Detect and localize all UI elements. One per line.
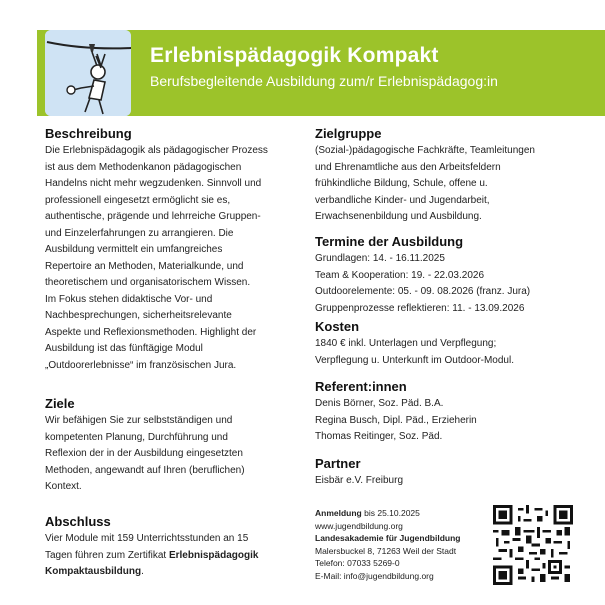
- registration-deadline: bis 25.10.2025: [361, 508, 420, 518]
- ziele-heading: Ziele: [45, 396, 75, 411]
- page-subtitle: Berufsbegleitende Ausbildung zum/r Erlebnispädagog:in: [150, 73, 498, 89]
- termine-text: [315, 251, 530, 317]
- zielgruppe-text: [315, 143, 535, 226]
- address: Malersbuckel 8, 71263 Weil der Stadt: [315, 545, 457, 556]
- organization-name: Landesakademie für Jugendbildung: [315, 533, 461, 543]
- registration-line: [315, 507, 490, 520]
- text-line: Denis Börner, Soz. Päd. B.A.: [315, 398, 444, 409]
- abschluss-text: [45, 531, 258, 581]
- text-line: Grundlagen: 14. - 16.11.2025: [315, 253, 445, 264]
- text-line: Team & Kooperation: 19. - 22.03.2026: [315, 269, 485, 281]
- phone: Telefon: 07033 5269-0: [315, 558, 400, 568]
- partner-heading: Partner: [315, 456, 361, 471]
- referenten-heading: Referent:innen: [315, 379, 407, 394]
- text-line: Repertoire an Methoden, Materialkunde, und: [45, 260, 244, 272]
- page-title: Erlebnispädagogik Kompakt: [150, 44, 439, 67]
- kosten-text: [315, 336, 514, 369]
- text-line: Eisbär e.V. Freiburg: [315, 475, 404, 486]
- contact-block: [315, 507, 490, 582]
- section-referenten: [315, 378, 477, 446]
- text-line: theoretischem und organisatorischem Wissen.: [45, 277, 251, 288]
- certificate-name: Erlebnispädagogik: [168, 549, 259, 561]
- website-link[interactable]: www.jugendbildung.org: [315, 520, 403, 531]
- section-termine: [315, 233, 530, 317]
- text-line: „Outdoorerlebnisse“ im französischen Jura.: [45, 359, 237, 371]
- text-line: Im Fokus stehen didaktische Vor- und: [45, 293, 213, 305]
- text-line: Gruppenprozesse reflektieren: 11. - 13.09.2026: [315, 302, 525, 314]
- zielgruppe-heading: Zielgruppe: [315, 126, 382, 141]
- text-line: verbandliche Kinder- und Jugendarbeit,: [315, 194, 490, 206]
- section-partner: [315, 455, 403, 490]
- text-line: Regina Busch, Dipl. Päd., Erzieherin: [315, 414, 477, 426]
- text-line: Erwachsenenbildung und Ausbildung.: [315, 211, 482, 222]
- text-line-suffix: .: [141, 566, 144, 577]
- partner-text: [315, 473, 403, 490]
- referenten-text: [315, 396, 477, 446]
- text-line: authentische, prägende und lehrreiche Gruppen-: [45, 211, 261, 222]
- text-line: Methoden, angewandt auf Ihren (beruflichen): [45, 464, 245, 476]
- section-ziele: [45, 395, 245, 496]
- text-line: Kontext.: [45, 481, 82, 492]
- section-kosten: [315, 318, 514, 369]
- text-line: Ausbildung vermittelt ein umfangreiches: [45, 244, 223, 255]
- text-line: kompetenten Planung, Durchführung und: [45, 431, 228, 443]
- text-line: frühkindliche Bildung, Schule, offene u.: [315, 178, 488, 189]
- text-line: Wir befähigen Sie zur selbstständigen und: [45, 415, 233, 426]
- text-line-prefix: Tagen führen zum Zertifikat: [45, 549, 169, 561]
- text-line: Nachbesprechungen, sicherheitsrelevante: [45, 310, 232, 321]
- text-line: [45, 564, 258, 581]
- text-line: (Sozial-)pädagogische Fachkräfte, Teamleitungen: [315, 145, 535, 156]
- text-line: und Ehrenamtliche aus den Arbeitsfeldern: [315, 161, 501, 173]
- kosten-heading: Kosten: [315, 319, 360, 334]
- zipline-person-icon: [45, 30, 131, 116]
- section-beschreibung: [45, 125, 268, 374]
- text-line: und Einzelerfahrungen zu arrangieren. Die: [45, 227, 234, 239]
- text-line: Ausbildung ist das fünftägige Modul: [45, 343, 203, 354]
- text-line: Reflexion der in der Ausbildung eingesetzten: [45, 448, 243, 459]
- text-line: Thomas Reitinger, Soz. Päd.: [315, 431, 443, 442]
- text-line: Vier Module mit 159 Unterrichtsstunden an 15: [45, 533, 249, 544]
- text-line: professionell eingesetzt ermöglicht sie es,: [45, 194, 231, 206]
- certificate-name-cont: Kompaktausbildung: [45, 566, 142, 577]
- beschreibung-heading: Beschreibung: [45, 126, 132, 141]
- text-line: ist aus dem Methodenkanon pädagogischen: [45, 161, 242, 173]
- email-link[interactable]: E-Mail: info@jugendbildung.org: [315, 570, 434, 581]
- text-line: Handelns nicht mehr wegzudenken. Sinnvoll und: [45, 178, 262, 189]
- abschluss-heading: Abschluss: [45, 514, 111, 529]
- text-line: Verpflegung u. Unterkunft im Outdoor-Modul.: [315, 354, 514, 366]
- section-abschluss: [45, 513, 258, 581]
- text-line: Aspekte und Reflexionsmethoden. Highlight der: [45, 326, 257, 338]
- ziele-text: [45, 413, 245, 496]
- beschreibung-text: [45, 143, 268, 374]
- text-line: [45, 548, 258, 565]
- section-zielgruppe: [315, 125, 535, 226]
- text-line: Die Erlebnispädagogik als pädagogischer Prozess: [45, 145, 268, 156]
- text-line: Outdoorelemente: 05. - 09. 08.2026 (franz. Jura): [315, 286, 531, 297]
- termine-heading: Termine der Ausbildung: [315, 234, 464, 249]
- registration-label: Anmeldung: [315, 508, 362, 518]
- text-line: 1840 € inkl. Unterlagen und Verpflegung;: [315, 338, 497, 349]
- qr-code-icon[interactable]: [493, 505, 573, 585]
